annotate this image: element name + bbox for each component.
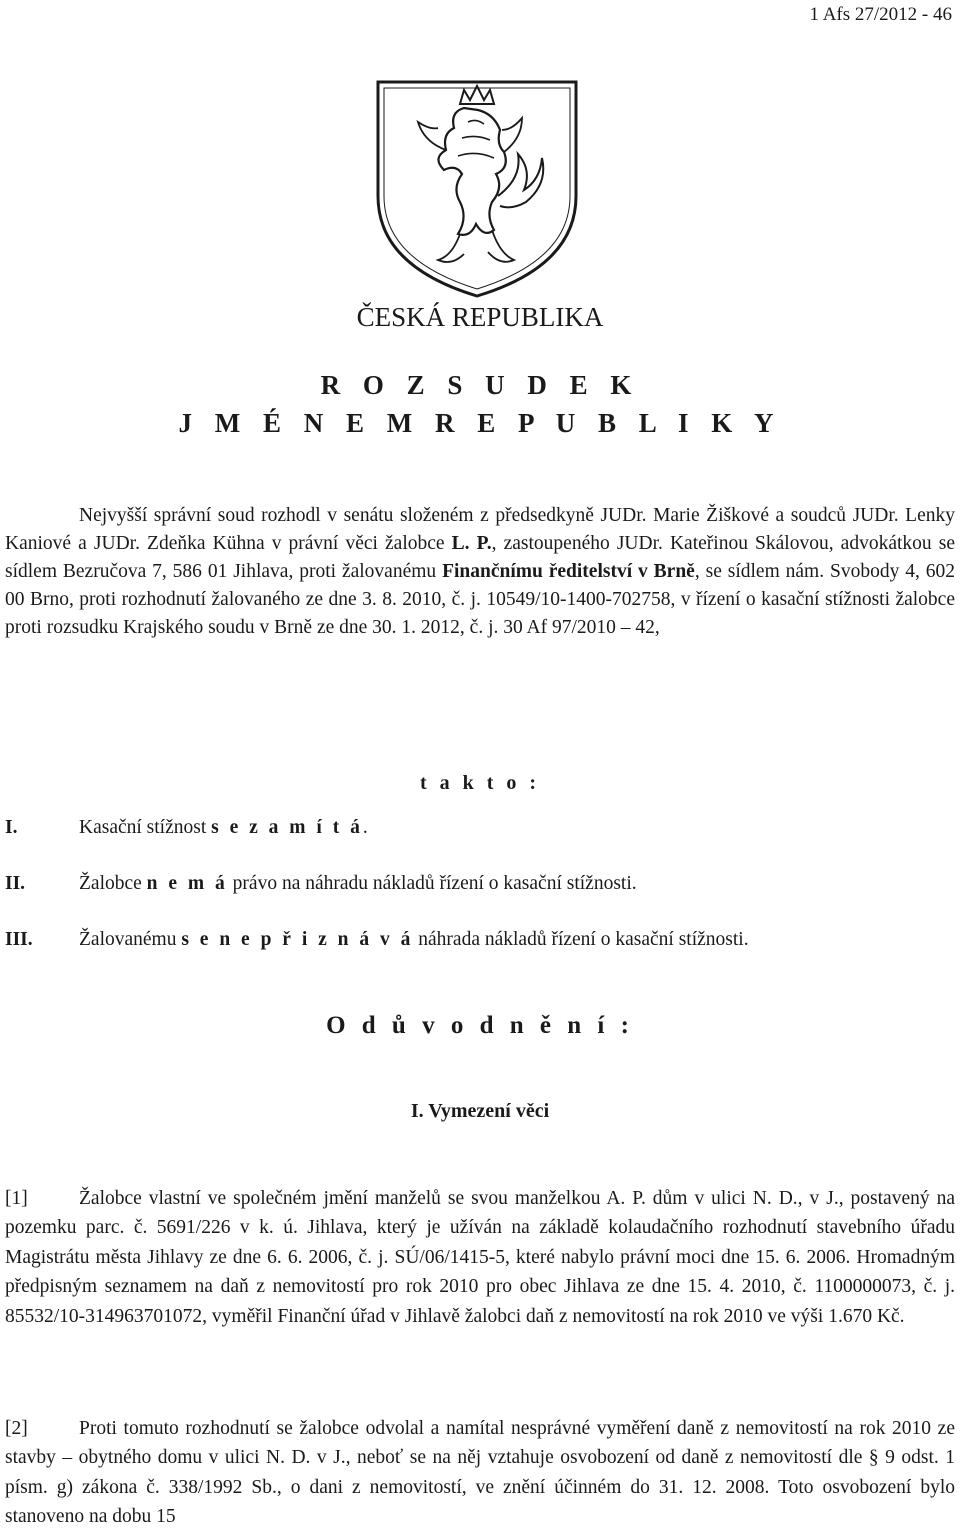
heading-in-name-of-republic: J M É N E M R E P U B L I K Y — [178, 408, 782, 438]
verdict-item-text: Žalovanému s e n e p ř i z n á v á náhrada nákladů řízení o kasační stížnosti. — [79, 929, 749, 950]
verdict-label: t a k t o : — [419, 772, 541, 794]
paragraph-number: [2] — [5, 1418, 28, 1439]
intro-paragraph — [5, 502, 955, 642]
section-title: I. Vymezení věci — [410, 1100, 550, 1122]
heading-judgment: R O Z S U D E K — [320, 370, 640, 400]
verdict-item-text: Žalobce n e m á právo na náhradu nákladů řízení o kasační stížnosti. — [79, 873, 637, 894]
reasoning-heading: O d ů v o d n ě n í : — [326, 1012, 634, 1039]
intro-text-3: , se sídlem nám. Svobody 4, 602 00 Brno, proti rozhodnutí žalovaného ze dne 3. 8. 2010, č. j. 10549/10-1400-702758, v řízení o kasační stížnosti žalobce proti rozsudku Krajského soudu v Brně ze dne 30. 1. 2012, č. j. 30 Af 97/2010 – 42, — [5, 561, 955, 638]
plaintiff-name: L. P. — [451, 533, 492, 554]
verdict-item-number: II. — [5, 873, 26, 894]
defendant-name: Finančnímu ředitelství v Brně — [442, 561, 695, 582]
verdict-item-text: Kasační stížnost s e z a m í t á. — [79, 817, 368, 838]
intro-text-2: , zastoupeného JUDr. Kateřinou Skálovou, advokátkou se sídlem Bezručova 7, 586 01 Jihlava, proti žalovanému — [5, 533, 955, 582]
verdict-item-number: I. — [5, 817, 18, 838]
verdict-item-number: III. — [5, 929, 33, 950]
numbered-paragraph — [5, 1184, 955, 1331]
paragraph-text: Proti tomuto rozhodnutí se žalobce odvolal a namítal nesprávné vyměření daně z nemovitostí na rok 2010 ze stavby – obytného domu v ulici N. D. v J., neboť se na něj vztahuje osvobození od daně z nemovitostí dle § 9 odst. 1 písm. g) zákona č. 338/1992 Sb., o dani z nemovitostí, ve znění účinném do 31. 12. 2008. Toto osvobození bylo stanoveno na dobu 15 — [5, 1418, 955, 1528]
state-emblem-icon — [372, 78, 582, 300]
paragraph-number: [1] — [5, 1188, 28, 1209]
case-number: 1 Afs 27/2012 - 46 — [809, 4, 952, 25]
paragraph-text: Žalobce vlastní ve společném jmění manželů se svou manželkou A. P. dům v ulici N. D., v J., postavený na pozemku parc. č. 5691/226 v k. ú. Jihlava, který je užíván na základě kolaudačního rozhodnutí stavebního úřadu Magistrátu města Jihlavy ze dne 6. 6. 2006, č. j. SÚ/06/1415-5, které nabylo právní moci dne 15. 6. 2006. Hromadným předpisným seznamem na daň z nemovitostí pro rok 2010 pro obec Jihlava ze dne 15. 4. 2010, č. 1100000073, č. j. 85532/10-314963701072, vyměřil Finanční úřad v Jihlavě žalobci daň z nemovitostí na rok 2010 ve výši 1.670 Kč. — [5, 1188, 955, 1327]
numbered-paragraph — [5, 1414, 955, 1532]
intro-text-1: Nejvyšší správní soud rozhodl v senátu složeném z předsedkyně JUDr. Marie Žiškové a soudců JUDr. Lenky Kaniové a JUDr. Zdeňka Kühna v právní věci žalobce — [5, 505, 955, 554]
heading-country: ČESKÁ REPUBLIKA — [356, 302, 604, 332]
